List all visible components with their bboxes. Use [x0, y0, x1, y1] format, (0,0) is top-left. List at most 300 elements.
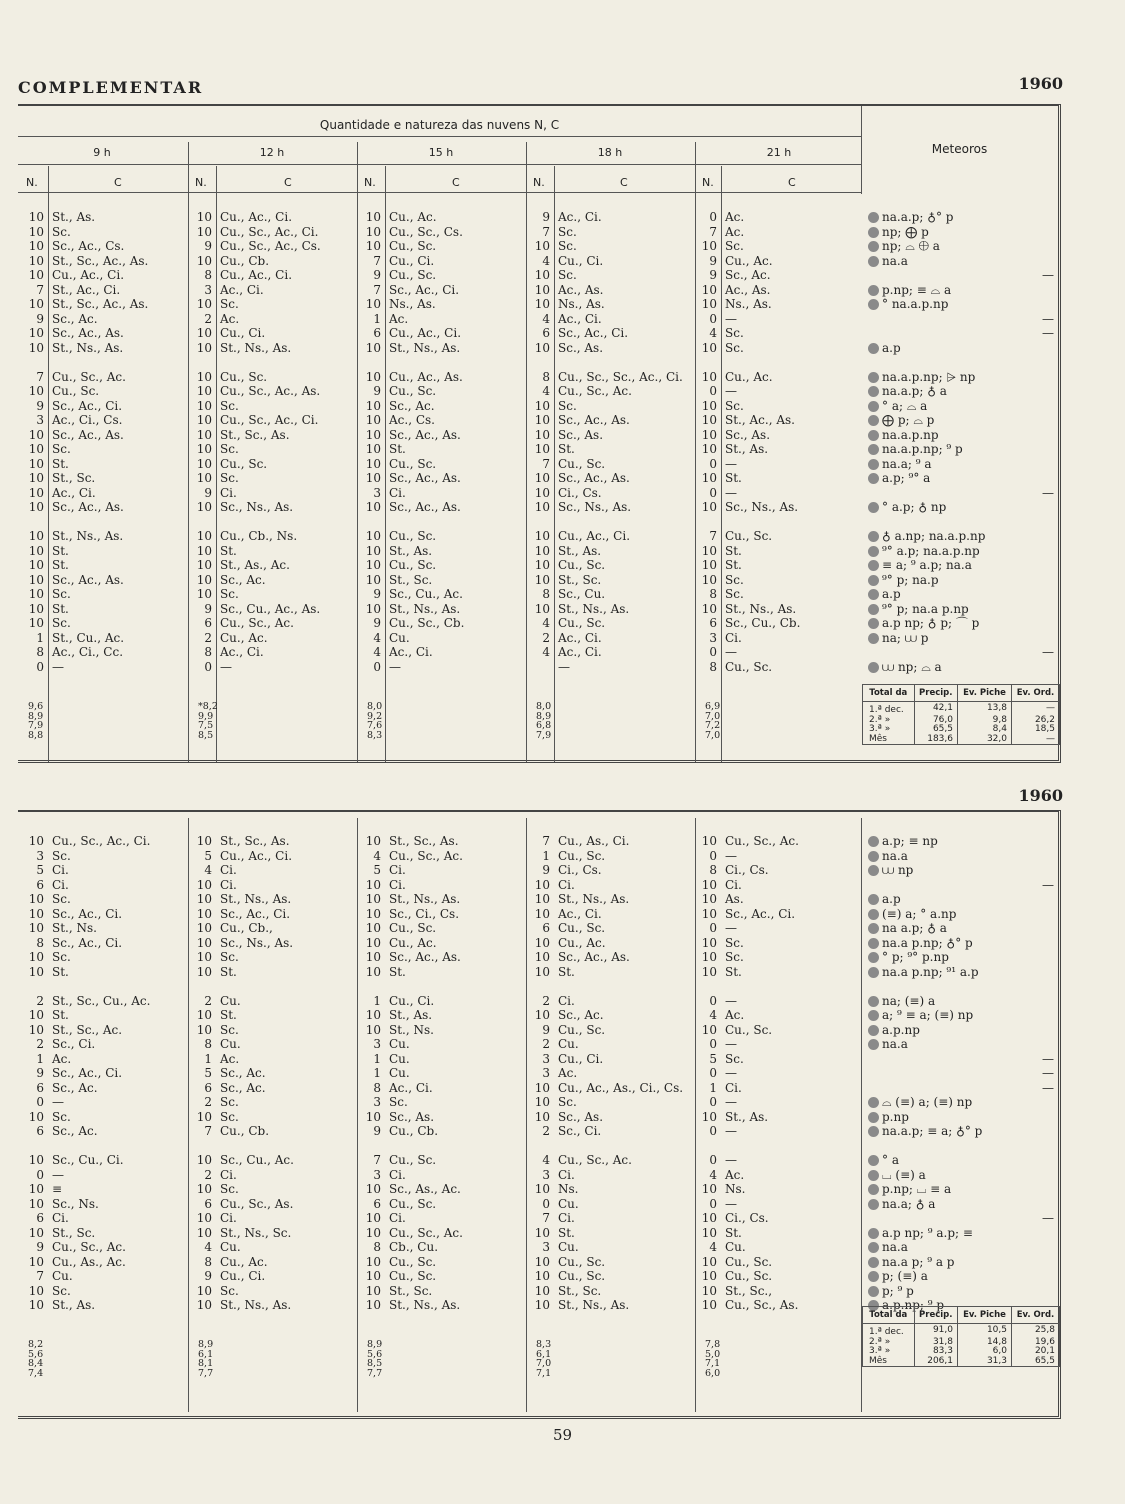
cell: Sc., Ns., As. [220, 500, 294, 514]
cell: na.a [868, 849, 1054, 864]
cell: Ci. [220, 863, 237, 877]
cell: Sc., Ac. [389, 398, 435, 413]
cell: Cu., Sc. [725, 1022, 773, 1037]
cell: Sc. [220, 950, 239, 964]
cell: na.a.p; ♁° p [868, 210, 1054, 225]
cell: 10 [196, 1153, 212, 1167]
cell: — [1042, 1080, 1054, 1095]
cell: na.a.p; ♁ a [868, 384, 1054, 399]
cell: Sc., Ci. [558, 1124, 602, 1138]
cell: 8 [709, 587, 717, 601]
cell: Sc., Ac., Ci. [389, 282, 460, 297]
precip-symbol-icon [868, 1271, 879, 1282]
cell: St., As. [725, 442, 769, 456]
cell: a.p; ⁹° a [868, 471, 1054, 486]
cell: Cu., Ci. [389, 993, 435, 1008]
cell: Cu., Cb. [389, 1124, 439, 1138]
page-header [18, 74, 1063, 98]
cell: 7,0 [705, 710, 721, 722]
cell: 10 [701, 543, 717, 558]
cell: St., Ns., As. [52, 340, 124, 355]
cell: 3 [542, 1240, 550, 1254]
cell: 10 [196, 456, 212, 471]
cell: — [1042, 311, 1054, 326]
cell: 9 [709, 253, 717, 268]
cell: Ac., Ci. [558, 630, 602, 645]
precip-symbol-icon [868, 546, 879, 557]
cell: 8,9 [536, 710, 552, 722]
cell: Sc. [725, 587, 744, 601]
cell: p; (≡) a [868, 1269, 1054, 1284]
cell: Sc. [220, 587, 239, 601]
cell: Cu., Sc. [389, 239, 437, 253]
cell: 2 [542, 630, 550, 645]
cell: Cu., Sc., Ac., Ci. [220, 413, 319, 427]
cell: 0 [204, 659, 212, 674]
precip-symbol-icon [868, 502, 879, 513]
cell: Sc. [725, 950, 744, 964]
cell: Cu., Ci. [220, 1269, 266, 1283]
top-c15-column [389, 210, 523, 674]
cell: 10 [534, 543, 550, 558]
cell: Sc. [725, 398, 744, 413]
cell: Cu., Ci. [389, 253, 435, 268]
cell: Cu., Sc. [558, 456, 606, 471]
cell: — [725, 311, 737, 326]
cell: St. [52, 601, 69, 616]
cell: 10 [365, 543, 381, 558]
cell: 5,6 [28, 1348, 44, 1360]
cell: 10 [28, 1109, 44, 1124]
cell: 6 [542, 921, 550, 935]
bottom-n12-column [188, 834, 212, 1313]
cell: 10 [196, 1109, 212, 1124]
cell: 10 [28, 1298, 44, 1312]
cell: 10 [701, 1211, 717, 1225]
cell: Sc. [220, 471, 239, 485]
cell: 2 [542, 1037, 550, 1051]
cell: 10 [534, 282, 550, 297]
cell: 10 [701, 1269, 717, 1283]
bottom-c21-column [725, 834, 859, 1313]
cell: 10 [28, 500, 44, 514]
cell: 10 [534, 268, 550, 282]
cell: 5 [709, 1051, 717, 1066]
cell: 9 [204, 239, 212, 253]
cell [526, 1139, 550, 1154]
totals-cell: 65,5 [914, 725, 957, 735]
cell: 9 [36, 1240, 44, 1254]
cell: Cu., Sc., Ac. [389, 848, 463, 863]
cell: 6 [204, 616, 212, 630]
cell: St., Sc. [389, 572, 433, 587]
cell: 3 [36, 848, 44, 863]
cell: ≡ [52, 1182, 63, 1196]
cell: Cu. [558, 1240, 579, 1254]
cell: Ns., As. [725, 297, 772, 311]
cell [695, 355, 717, 370]
cell [357, 355, 381, 370]
cell: 7,9 [536, 729, 552, 741]
cell: 10 [28, 384, 44, 398]
top-cloud-table [18, 104, 1061, 763]
cell: 9,2 [367, 710, 383, 722]
cell: Cu. [725, 1240, 746, 1254]
cell: Cu., Ac., Ci. [389, 326, 462, 340]
cell: 10 [365, 340, 381, 355]
cell: Cu., Sc., As. [220, 1196, 294, 1211]
cell: 0 [709, 384, 717, 398]
cell: Cb., Cu. [389, 1240, 439, 1254]
cell: 6 [373, 1196, 381, 1211]
cell [52, 1139, 186, 1154]
cell: 6,1 [536, 1348, 552, 1360]
cell: 2 [36, 993, 44, 1008]
cell: 9,9 [198, 710, 214, 722]
cell: Sc., As. [558, 427, 604, 442]
cell [18, 355, 44, 370]
cell: St. [558, 442, 575, 456]
col-n-18: N. [533, 176, 545, 189]
cell: 10 [365, 964, 381, 979]
cell: Cu., Ci. [558, 253, 604, 268]
top-n18-column [526, 210, 550, 674]
hour-header-21: 21 h [766, 146, 792, 159]
cell: 2 [542, 993, 550, 1008]
cell: 6 [542, 326, 550, 340]
cell: 9 [373, 616, 381, 630]
cell: 10 [534, 427, 550, 442]
cell: Sc. [389, 1095, 408, 1109]
cell: Ci., Cs. [725, 1211, 769, 1225]
cell: 10 [701, 340, 717, 355]
cell: na.a.p.np; ⩥ np [868, 370, 1054, 385]
totals-cell: 13,8 [957, 702, 1011, 716]
cell: a.p [868, 341, 1054, 356]
cell: St. [558, 1225, 575, 1240]
totals-cell: 26,2 [1011, 716, 1059, 726]
cell: Cu. [52, 1269, 73, 1283]
cell [220, 1139, 354, 1154]
cell: St., Sc., As. [220, 834, 290, 848]
cell: 10 [534, 1182, 550, 1196]
cell: 6 [36, 1211, 44, 1225]
cell [558, 1139, 694, 1154]
cell: 10 [365, 572, 381, 587]
cell: Ci. [220, 485, 237, 500]
cell: Sc. [558, 239, 577, 253]
cell: 6,8 [536, 720, 552, 731]
precip-symbol-icon [868, 1242, 879, 1253]
cell: na.a [868, 1240, 1054, 1255]
precip-symbol-icon [868, 285, 879, 296]
cell: 10 [196, 1298, 212, 1312]
precip-symbol-icon [868, 241, 879, 252]
cell: 0 [709, 485, 717, 500]
cell: 10 [196, 369, 212, 384]
cell: St., Ns., As. [389, 1298, 461, 1312]
cell: — [52, 659, 64, 674]
cell: ⌓ (≡) a; (≡) np [868, 1095, 1054, 1110]
cell: ° p; ⁹° p.np [868, 950, 1054, 965]
cell: 10 [196, 964, 212, 979]
cell: St., Ns., As. [558, 601, 630, 616]
cell: 0 [709, 456, 717, 471]
cell: 10 [365, 1225, 381, 1240]
top-avg15 [367, 702, 382, 740]
cell: Cu. [558, 1037, 579, 1051]
cell: 0 [709, 1196, 717, 1211]
cell: — [52, 1167, 64, 1182]
col-n-12: N. [195, 176, 207, 189]
cell [389, 1139, 523, 1154]
cell: St., As. [389, 1008, 433, 1022]
year-label: 1960 [1018, 74, 1063, 93]
cell: Ac. [558, 1066, 578, 1080]
cell: 10 [701, 398, 717, 413]
cell: Sc. [558, 268, 577, 282]
cell: Ac., Ci. [52, 485, 96, 500]
cell: 10 [365, 239, 381, 253]
precip-symbol-icon [868, 1257, 879, 1268]
cell: St., Ns., As. [220, 340, 292, 355]
cell: 10 [701, 1225, 717, 1240]
cell: 10 [28, 1196, 44, 1211]
cell: ° a; ⌓ a [868, 399, 1054, 414]
cell: Ac. [725, 1008, 745, 1022]
cell [18, 979, 44, 994]
cell: St., Ns., As. [389, 601, 461, 616]
cell: 10 [365, 950, 381, 964]
cell: St., Sc. [52, 471, 96, 485]
cell: Sc. [52, 442, 71, 456]
cell: 3 [542, 1167, 550, 1182]
cell: St., As. [52, 210, 96, 224]
cell: 5 [36, 863, 44, 877]
cell: St. [725, 964, 742, 979]
cell: Ac., Ci. [558, 645, 602, 659]
cell: 6 [36, 1124, 44, 1138]
cell: Sc., Ac., Ci. [52, 935, 123, 950]
cell: Sc., Ac. [52, 1124, 98, 1138]
cell: 8,5 [198, 729, 214, 741]
cell: Ci. [725, 1080, 742, 1095]
cell: Ci. [558, 1167, 575, 1182]
cell: 10 [534, 471, 550, 485]
cell: St. [52, 964, 69, 979]
cell: 10 [196, 543, 212, 558]
bottom-avg18 [536, 1340, 551, 1378]
cell: — [389, 659, 401, 674]
cell: Sc., Ac. [725, 268, 771, 282]
cell: Sc., As. [558, 340, 604, 355]
cell: 10 [196, 1211, 212, 1225]
cell: Sc., Ac., As. [558, 471, 630, 485]
cell: Sc., Ac., Cs. [52, 239, 125, 253]
cell: Cu., Ac., Ci. [52, 268, 125, 282]
bottom-c15-column [389, 834, 523, 1313]
precip-symbol-icon [868, 386, 879, 397]
cell: 6 [36, 877, 44, 892]
totals-header: Total da [863, 685, 914, 702]
cell: Ac., Cs. [389, 413, 435, 427]
totals-cell: 10,5 [957, 1324, 1011, 1338]
cell: Cu., Sc., Ac. [220, 616, 294, 630]
cell: — [1042, 877, 1054, 892]
precip-symbol-icon [868, 909, 879, 920]
cell: — [725, 1066, 737, 1080]
cell: St., Sc. [558, 1283, 602, 1298]
cell: — [725, 384, 737, 398]
cell: na.a; ♁ a [868, 1197, 1054, 1212]
cell: 10 [28, 964, 44, 979]
cell: 10 [365, 369, 381, 384]
cell: 10 [534, 1254, 550, 1269]
cell: Ci. [52, 877, 69, 892]
cell: na.a [868, 1037, 1054, 1052]
cell: Sc., Cu., Ac. [220, 1153, 294, 1167]
top-n12-column [188, 210, 212, 674]
cell: Cu., Sc. [558, 848, 606, 863]
cell: Sc., Ac., Ci. [558, 326, 629, 340]
precip-symbol-icon [868, 618, 879, 629]
bottom-meteoros-column [868, 834, 1054, 1313]
cell: 5 [204, 848, 212, 863]
totals-cell: 206,1 [914, 1357, 957, 1367]
totals-cell: — [1011, 735, 1059, 745]
cell: ♁ a.np; na.a.p.np [868, 529, 1054, 544]
cell: 9 [542, 210, 550, 224]
cell: 10 [28, 326, 44, 340]
cell: St., As. [725, 1109, 769, 1124]
cell: 10 [365, 935, 381, 950]
cell: ° a [868, 1153, 1054, 1168]
cell: St., Sc., Ac. [52, 1022, 123, 1037]
cell: 2 [204, 311, 212, 326]
cell: 8 [204, 1254, 212, 1269]
cell: St., Sc. [558, 572, 602, 587]
cell: 10 [365, 558, 381, 572]
cell: 8 [204, 268, 212, 282]
cell: 2 [542, 1124, 550, 1138]
precip-symbol-icon [868, 967, 879, 978]
cell: 10 [534, 558, 550, 572]
cell: 8,9 [28, 710, 44, 722]
page-number: 59 [552, 1426, 573, 1444]
cell: As. [725, 892, 744, 906]
cell: 8,0 [536, 701, 552, 712]
precip-symbol-icon [868, 560, 879, 571]
cell: 10 [28, 1182, 44, 1196]
cell: na.a.p.np [868, 428, 1054, 443]
col-n-21: N. [702, 176, 714, 189]
cell [526, 355, 550, 370]
cell: 8,9 [198, 1339, 214, 1350]
cell [357, 515, 381, 530]
cell: 10 [701, 1109, 717, 1124]
top-totals-box [862, 684, 1060, 745]
cell: Ac., As. [725, 282, 771, 297]
cell: Sc., Ac. [52, 1080, 98, 1095]
cell: 10 [28, 906, 44, 921]
cell: Sc. [725, 340, 744, 355]
cell: Cu., Sc., Sc., Ac., Ci. [558, 369, 683, 384]
cell: 4 [204, 1240, 212, 1254]
cell: 7,9 [28, 720, 44, 731]
cell: 8 [36, 935, 44, 950]
cell: Ac., Ci., Cs. [52, 413, 123, 427]
cell: Sc. [220, 1109, 239, 1124]
cell [868, 515, 1054, 530]
cell: 9 [542, 863, 550, 877]
cell: Sc. [52, 224, 71, 239]
cell: Cu., Ac. [558, 935, 606, 950]
cell: 10 [701, 282, 717, 297]
cell: 10 [28, 239, 44, 253]
cell: St. [52, 558, 69, 572]
cell: 5,0 [705, 1348, 721, 1360]
cell: Sc. [725, 935, 744, 950]
cell: — [725, 921, 737, 935]
totals-cell: 14,8 [957, 1338, 1011, 1348]
cell: 10 [196, 877, 212, 892]
cell: 10 [534, 935, 550, 950]
cell: a.p [868, 892, 1054, 907]
precip-symbol-icon [868, 1286, 879, 1297]
cell: Cu. [389, 1037, 410, 1051]
cell: St., Ns. [389, 1022, 434, 1037]
totals-cell: 42,1 [914, 702, 957, 716]
cell: Cu., Sc. [389, 558, 437, 572]
totals-cell: 76,0 [914, 716, 957, 726]
cell: na.a p; ⁹ a p [868, 1255, 1054, 1270]
precip-symbol-icon [868, 865, 879, 876]
cell: — [725, 1124, 737, 1138]
cell: 3 [373, 485, 381, 500]
cell: 10 [701, 964, 717, 979]
cell: — [1042, 326, 1054, 340]
cell: 4 [204, 863, 212, 877]
cell: 8,9 [367, 1339, 383, 1350]
cell: 0 [373, 659, 381, 674]
cell: a.p np; ♁ p; ⌒ p [868, 616, 1054, 631]
cell: St. [389, 964, 406, 979]
cell: Sc. [220, 1283, 239, 1298]
cell [220, 979, 354, 994]
cell: Sc., As. [558, 1109, 604, 1124]
cell: 10 [701, 500, 717, 514]
cell: 7 [373, 253, 381, 268]
cell: St., Sc., [725, 1283, 773, 1298]
cell: St., Sc. [389, 1283, 433, 1298]
cell: Sc., Cu., Cb. [725, 616, 801, 630]
cell: 10 [28, 1153, 44, 1167]
cell: 10 [196, 224, 212, 239]
cell [558, 515, 694, 530]
cell: 8 [542, 369, 550, 384]
cell: 6,1 [198, 1348, 214, 1360]
cell: 9 [373, 587, 381, 601]
cell: 10 [701, 906, 717, 921]
cell: 10 [196, 442, 212, 456]
cell: Sc. [52, 1109, 71, 1124]
cell: St., As. [389, 543, 433, 558]
cell: 2 [204, 630, 212, 645]
cell: 10 [196, 340, 212, 355]
meteoros-header: Meteoros [931, 142, 988, 156]
cell: 9 [542, 1022, 550, 1037]
cell: 10 [534, 1298, 550, 1312]
